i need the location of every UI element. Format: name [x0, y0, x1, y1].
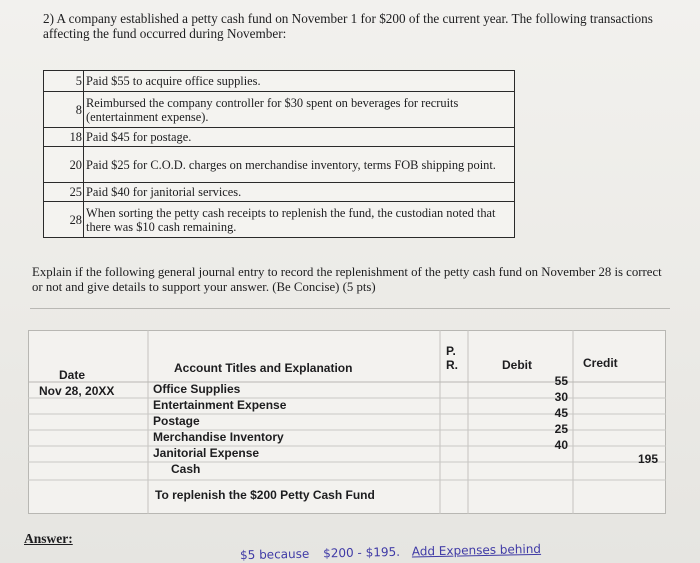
debit-value: 30: [554, 390, 568, 404]
account-line: Entertainment Expense: [153, 398, 287, 412]
answer-label: Answer:: [24, 531, 73, 546]
transaction-day: 5: [44, 71, 84, 92]
account-line: Office Supplies: [153, 382, 241, 396]
table-row: [44, 183, 515, 202]
handwriting-part: Add Expenses behind: [411, 541, 542, 559]
handwriting-part: $200 - $195.: [322, 544, 401, 561]
table-row: [44, 202, 515, 238]
credit-value: 195: [637, 452, 658, 466]
debit-value: 55: [554, 374, 568, 388]
transaction-text: Paid $25 for C.O.D. charges on merchandise inventory, terms FOB shipping point.: [84, 147, 515, 183]
account-line: Merchandise Inventory: [153, 430, 284, 444]
entry-explanation: To replenish the $200 Petty Cash Fund: [155, 488, 375, 502]
journal-entry: [28, 330, 666, 514]
account-line: Janitorial Expense: [153, 446, 260, 460]
debit-value: 25: [554, 422, 568, 436]
transaction-text: Paid $40 for janitorial services.: [84, 183, 515, 202]
debit-value: 40: [554, 438, 568, 452]
handwriting-part: $5 because: [239, 546, 310, 563]
handwritten-answer: [240, 542, 541, 562]
account-header: Account Titles and Explanation: [174, 361, 353, 375]
transaction-day: 8: [44, 92, 84, 128]
pr-header: P. R.: [446, 344, 458, 372]
table-row: [44, 128, 515, 147]
transaction-text: Reimbursed the company controller for $30 spent on beverages for recruits (entertainment expense).: [84, 92, 515, 128]
transaction-day: 20: [44, 147, 84, 183]
transaction-text: Paid $45 for postage.: [84, 128, 515, 147]
transaction-day: 28: [44, 202, 84, 238]
question-text: 2) A company established a petty cash fund on November 1 for $200 of the current year. The following transactions affecting the fund occurred during November:: [43, 11, 653, 41]
explain-prompt: Explain if the following general journal entry to record the replenishment of the petty cash fund on November 28 is correct or not and give details to support your answer. (Be Concise) (5 pts): [32, 265, 662, 294]
debit-value: 45: [554, 406, 568, 420]
transaction-text: When sorting the petty cash receipts to replenish the fund, the custodian noted that there was $10 cash remaining.: [84, 202, 515, 238]
divider: [30, 308, 670, 309]
entry-date: Nov 28, 20XX: [39, 384, 115, 398]
account-line: Cash: [171, 462, 201, 476]
transactions-table: [43, 70, 515, 238]
journal-grid: [28, 330, 666, 514]
table-row: [44, 147, 515, 183]
account-line: Postage: [153, 414, 200, 428]
table-row: [44, 71, 515, 92]
table-row: [44, 92, 515, 128]
transaction-day: 25: [44, 183, 84, 202]
credit-header: Credit: [583, 356, 618, 370]
transaction-day: 18: [44, 128, 84, 147]
date-header: Date: [59, 368, 86, 382]
debit-header: Debit: [502, 358, 532, 372]
transaction-text: Paid $55 to acquire office supplies.: [84, 71, 515, 92]
